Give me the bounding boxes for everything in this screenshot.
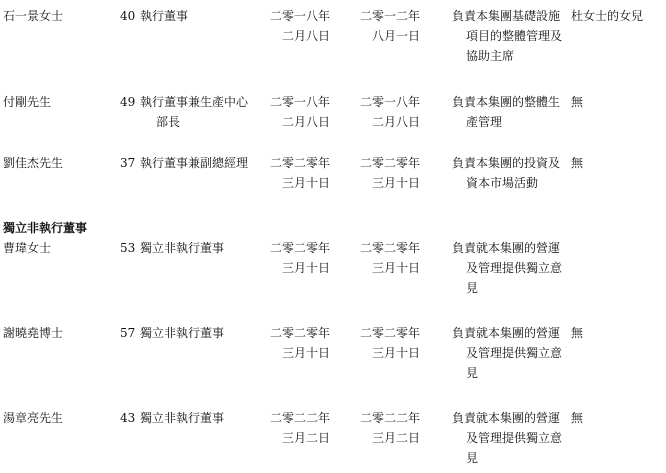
- join-date: 二零二零年 三月十日: [359, 326, 420, 360]
- director-name: 湯章亮先生: [3, 411, 64, 425]
- director-name: 劉佳杰先生: [3, 156, 64, 170]
- appointment-date: 二零二零年 三月十日: [269, 241, 330, 275]
- director-name: 謝曉堯博士: [3, 326, 64, 340]
- join-date: 二零二二年 三月二日: [359, 411, 420, 445]
- appointment-date: 二零一八年 二月八日: [269, 95, 330, 129]
- join-date: 二零一八年 二月八日: [359, 95, 420, 129]
- relationship: 無: [571, 95, 584, 109]
- appointment-date: 二零二零年 三月十日: [269, 326, 330, 360]
- relationship: 無: [571, 411, 584, 425]
- director-position: 獨立非執行董事: [140, 326, 225, 340]
- relationship: 無: [571, 156, 584, 170]
- director-position: 執行董事兼生產中心 部長: [140, 95, 249, 129]
- director-name: 曹瑋女士: [3, 241, 52, 255]
- director-position: 執行董事: [140, 9, 189, 23]
- join-date: 二零二零年 三月十日: [359, 241, 420, 275]
- director-position: 執行董事兼副總經理: [140, 156, 249, 170]
- director-age: 49: [120, 95, 136, 109]
- responsibilities: 負責就本集團的營運 及管理提供獨立意 見: [452, 241, 563, 295]
- director-age: 43: [120, 411, 136, 425]
- director-name: 石一景女士: [3, 9, 64, 23]
- responsibilities: 負責就本集團的營運 及管理提供獨立意 見: [452, 411, 563, 465]
- relationship: 杜女士的女兒: [571, 9, 644, 23]
- section-heading: 獨立非執行董事: [3, 221, 88, 235]
- appointment-date: 二零二零年 三月十日: [269, 156, 330, 190]
- director-age: 40: [120, 9, 136, 23]
- responsibilities: 負責本集團的投資及 資本市場活動: [452, 156, 561, 190]
- director-name: 付剛先生: [3, 95, 52, 109]
- director-age: 53: [120, 241, 136, 255]
- join-date: 二零二零年 三月十日: [359, 156, 420, 190]
- responsibilities: 負責本集團基礎設施 項目的整體管理及 協助主席: [452, 9, 563, 63]
- appointment-date: 二零一八年 二月八日: [269, 9, 330, 43]
- appointment-date: 二零二二年 三月二日: [269, 411, 330, 445]
- director-position: 獨立非執行董事: [140, 411, 225, 425]
- responsibilities: 負責本集團的整體生 產管理: [452, 95, 561, 129]
- director-position: 獨立非執行董事: [140, 241, 225, 255]
- join-date: 二零一二年 八月一日: [359, 9, 420, 43]
- relationship: 無: [571, 326, 584, 340]
- director-age: 37: [120, 156, 136, 170]
- responsibilities: 負責就本集團的營運 及管理提供獨立意 見: [452, 326, 563, 380]
- director-age: 57: [120, 326, 136, 340]
